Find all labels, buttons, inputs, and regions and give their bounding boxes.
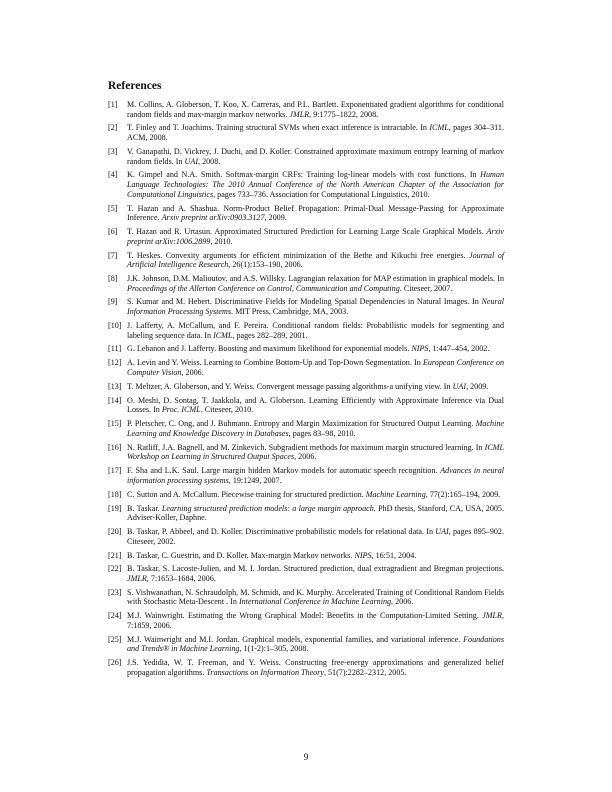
reference-entry xyxy=(108,251,504,270)
reference-number: [13] xyxy=(108,381,122,391)
reference-text: , 9:1775–1822, 2008. xyxy=(309,109,379,119)
reference-entry xyxy=(108,635,504,654)
reference-text: S. Kumar and M. Hebert. Discriminative Fields for Modeling Spatial Dependencies in Natural Images. In xyxy=(127,297,482,307)
reference-number: [14] xyxy=(108,395,122,405)
reference-number: [22] xyxy=(108,564,122,574)
reference-text: , pages 282–289, 2001. xyxy=(232,330,308,340)
reference-text: , 1(1-2):1–305, 2008. xyxy=(239,644,309,654)
reference-text: G. Lebanon and J. Lafferty. Boosting and maximum likelihood for exponential models. xyxy=(127,344,412,354)
reference-text: , 2006. xyxy=(391,597,414,607)
reference-text: T. Meltzer, A. Globerson, and Y. Weiss. Convergent message passing algorithms-a unifying view. In xyxy=(127,381,453,391)
reference-number: [2] xyxy=(108,123,118,133)
reference-text: K. Gimpel and N.A. Smith. Softmax-margin CRFs: Training log-linear models with cost functions. In xyxy=(127,170,481,180)
reference-venue: ICML xyxy=(429,123,449,133)
reference-text: O. Meshi, D. Sontag, T. Jaakkola, and A. Globerson. Learning Efficiently with Approximate Inference via Dual Losses. In xyxy=(127,395,504,415)
reference-text: , pages 83–98, 2010. xyxy=(288,428,356,438)
reference-text: , 2009. xyxy=(264,213,287,223)
reference-entry xyxy=(108,358,504,377)
reference-entry xyxy=(108,588,504,607)
reference-text: F. Sha and L.K. Saul. Large margin hidden Markov models for automatic speech recognition. xyxy=(127,466,441,476)
reference-entry xyxy=(108,527,504,546)
reference-venue: UAI xyxy=(184,156,199,166)
reference-venue: Proceedings of the Allerton Conference on Control, Communication and Computing xyxy=(127,283,400,293)
reference-number: [4] xyxy=(108,170,118,180)
reference-text: , 26(1):153–190, 2006. xyxy=(228,260,303,270)
reference-venue: ICML Workshop on Learning in Structured Output Spaces xyxy=(127,442,504,462)
reference-number: [23] xyxy=(108,587,122,597)
reference-text: J. Lafferty, A. McCallum, and F. Pereira. Conditional random fields: Probabilistic models for segmenting and labeling sequence data. In xyxy=(127,320,504,340)
reference-venue: ICML xyxy=(213,330,233,340)
reference-venue: JMLR xyxy=(127,573,147,583)
reference-venue: International Conference in Machine Learning xyxy=(238,597,392,607)
reference-venue: Journal of Artificial Intelligence Research xyxy=(127,250,504,270)
reference-venue: Machine Learning and Knowledge Discovery in Databases xyxy=(127,419,504,438)
reference-number: [24] xyxy=(108,611,122,621)
reference-number: [5] xyxy=(108,203,118,213)
reference-text: . Citeseer, 2007. xyxy=(399,283,453,293)
reference-text: , 51(7):2282–2312, 2005. xyxy=(323,667,407,677)
reference-text: T. Finley and T. Joachims. Training structural SVMs when exact inference is intractable. In xyxy=(127,123,430,133)
reference-text: , 2008. xyxy=(198,156,221,166)
reference-venue: Transactions on Information Theory xyxy=(206,667,324,677)
reference-text: T. Hazan and A. Shashua. Norm-Product Belief Propagation: Primal-Dual Message-Passing for Approximate Inference. xyxy=(127,203,504,223)
reference-number: [11] xyxy=(108,344,122,354)
reference-venue: Learning structured prediction models: a large margin approach xyxy=(161,503,374,513)
reference-text: , pages 733–736. Association for Computational Linguistics, 2010. xyxy=(213,189,430,199)
reference-number: [6] xyxy=(108,227,118,237)
reference-venue: UAI xyxy=(452,381,467,391)
reference-venue: Arxiv preprint arXiv:0903.3127 xyxy=(161,213,265,223)
reference-venue: Neural Information Processing Systems xyxy=(127,297,504,317)
reference-entry xyxy=(108,611,504,630)
reference-entry xyxy=(108,344,504,354)
reference-entry xyxy=(108,227,504,246)
reference-number: [10] xyxy=(108,320,122,330)
reference-text: , 2009. xyxy=(466,381,489,391)
reference-entry xyxy=(108,551,504,561)
reference-entry xyxy=(108,396,504,415)
reference-text: M.J. Wainwright and M.I. Jordan. Graphical models, exponential families, and variational inference. xyxy=(127,634,464,644)
reference-venue: JMLR xyxy=(289,109,310,119)
reference-text: , pages 895–902. Citeseer, 2002. xyxy=(127,527,505,546)
reference-text: , 77(2):165–194, 2009. xyxy=(425,489,501,499)
reference-text: B. Taskar. xyxy=(127,503,162,513)
reference-entry xyxy=(108,490,504,500)
reference-text: J.S. Yedidia, W. T. Freeman, and Y. Weiss. Constructing free-energy approximations and generalized belief propagation algorithms. xyxy=(127,658,504,677)
reference-entry xyxy=(108,170,504,199)
reference-entry xyxy=(108,382,504,392)
reference-text: . MIT Press, Cambridge, MA, 2003. xyxy=(231,307,349,317)
reference-entry xyxy=(108,321,504,340)
reference-number: [17] xyxy=(108,466,122,476)
reference-text: J.K. Johnson, D.M. Malioutov, and A.S. Willsky. Lagrangian relaxation for MAP estimation in graphical models. In xyxy=(127,273,504,283)
reference-number: [20] xyxy=(108,527,122,537)
reference-text: , 19:1249, 2007. xyxy=(228,475,282,485)
reference-entry xyxy=(108,419,504,438)
reference-list xyxy=(108,100,504,678)
reference-text: M.J. Wainwright. Estimating the Wrong Graphical Model: Benefits in the Computation-Limited Setting. xyxy=(127,611,483,621)
reference-text: , 2010. xyxy=(210,236,233,246)
reference-number: [1] xyxy=(108,100,118,109)
reference-number: [15] xyxy=(108,419,122,429)
reference-text: T. Hazan and R. Urtasun. Approximated Structured Prediction for Learning Large Scale Graphical Models. xyxy=(127,227,487,237)
reference-text: , 1:447–454, 2002. xyxy=(428,344,490,354)
reference-entry xyxy=(108,147,504,166)
reference-number: [21] xyxy=(108,550,122,560)
reference-venue: NIPS xyxy=(354,550,372,560)
reference-text: B. Taskar, C. Guestrin, and D. Koller. Max-margin Markov networks. xyxy=(127,550,355,560)
reference-entry xyxy=(108,564,504,583)
reference-text: , 16:51, 2004. xyxy=(371,550,417,560)
reference-entry xyxy=(108,123,504,142)
references-section xyxy=(108,80,504,682)
reference-number: [3] xyxy=(108,146,118,156)
reference-venue: NIPS xyxy=(411,344,429,354)
reference-text: , 7:1653–1684, 2006. xyxy=(146,573,216,583)
reference-number: [8] xyxy=(108,273,118,283)
page-number: 9 xyxy=(303,752,309,762)
reference-number: [18] xyxy=(108,489,122,499)
reference-text: A. Levin and Y. Weiss. Learning to Combine Bottom-Up and Top-Down Segmentation. In xyxy=(127,358,423,368)
reference-text: , 7:1859, 2006. xyxy=(127,611,504,630)
reference-text: , 2006. xyxy=(181,367,204,377)
reference-text: B. Taskar, S. Lacoste-Julien, and M. I. Jordan. Structured prediction, dual extragradient and Bregman projections. xyxy=(127,564,504,574)
reference-number: [12] xyxy=(108,358,122,368)
reference-text: . PhD thesis, Stanford, CA, USA, 2005. Adviser-Koller, Daphne. xyxy=(127,503,504,523)
reference-text: M. Collins, A. Globerson, T. Koo, X. Carreras, and P.L. Bartlett. Exponentiated gradient algorithms for conditional random fields and max-margin markov networks. xyxy=(127,100,504,119)
reference-entry xyxy=(108,297,504,316)
reference-venue: Machine Learning xyxy=(365,489,426,499)
reference-venue: Arxiv preprint arXiv:1006.2899 xyxy=(127,227,504,246)
reference-number: [16] xyxy=(108,442,122,452)
reference-text: , pages 304–311. ACM, 2008. xyxy=(127,123,504,143)
reference-text: T. Heskes. Convexity arguments for efficient minimization of the Bethe and Kikuchi free energies. xyxy=(127,250,470,260)
reference-entry xyxy=(108,100,504,119)
reference-number: [26] xyxy=(108,658,122,668)
reference-entry xyxy=(108,504,504,523)
reference-text: C. Sutton and A. McCallum. Piecewise training for structured prediction. xyxy=(127,489,366,499)
reference-venue: Human Language Technologies: The 2010 Annual Conference of the North American Chapter of the Association for Computational Linguistics xyxy=(127,170,504,199)
reference-text: V. Ganapathi, D. Vickrey, J. Duchi, and D. Koller. Constrained approximate maximum entropy learning of markov random fields. In xyxy=(127,146,504,166)
reference-text: B. Taskar, P. Abbeel, and D. Koller. Discriminative probabilistic models for relational data. In xyxy=(127,527,436,537)
reference-venue: UAI xyxy=(435,527,449,537)
reference-number: [19] xyxy=(108,503,122,513)
reference-entry xyxy=(108,274,504,293)
reference-venue: European Conference on Computer Vision xyxy=(127,358,504,377)
reference-number: [9] xyxy=(108,297,118,307)
reference-text: . Citeseer, 2010. xyxy=(200,405,254,415)
reference-number: [7] xyxy=(108,250,118,260)
reference-venue: Foundations and Trends® in Machine Learning xyxy=(127,634,504,654)
reference-entry xyxy=(108,658,504,677)
reference-number: [25] xyxy=(108,634,122,644)
reference-venue: JMLR xyxy=(482,611,502,621)
section-heading: References xyxy=(108,80,162,92)
reference-text: , 2006. xyxy=(294,452,317,462)
reference-text: S. Vishwanathan, N. Schraudolph, M. Schmidt, and K. Murphy. Accelerated Training of Conditional Random Fields with Stochastic Meta-Descent . In xyxy=(127,587,504,607)
reference-entry xyxy=(108,466,504,485)
reference-entry xyxy=(108,204,504,223)
reference-entry xyxy=(108,443,504,462)
reference-text: N. Ratliff, J.A. Bagnell, and M. Zinkevich. Subgradient methods for maximum margin structured learning. In xyxy=(127,442,485,452)
reference-venue: Advances in neural information processing systems xyxy=(127,466,504,485)
reference-text: P. Pletscher, C. Ong, and J. Buhmann. Entropy and Margin Maximization for Structured Output Learning. xyxy=(127,419,476,429)
reference-venue: Proc. ICML xyxy=(161,405,201,415)
